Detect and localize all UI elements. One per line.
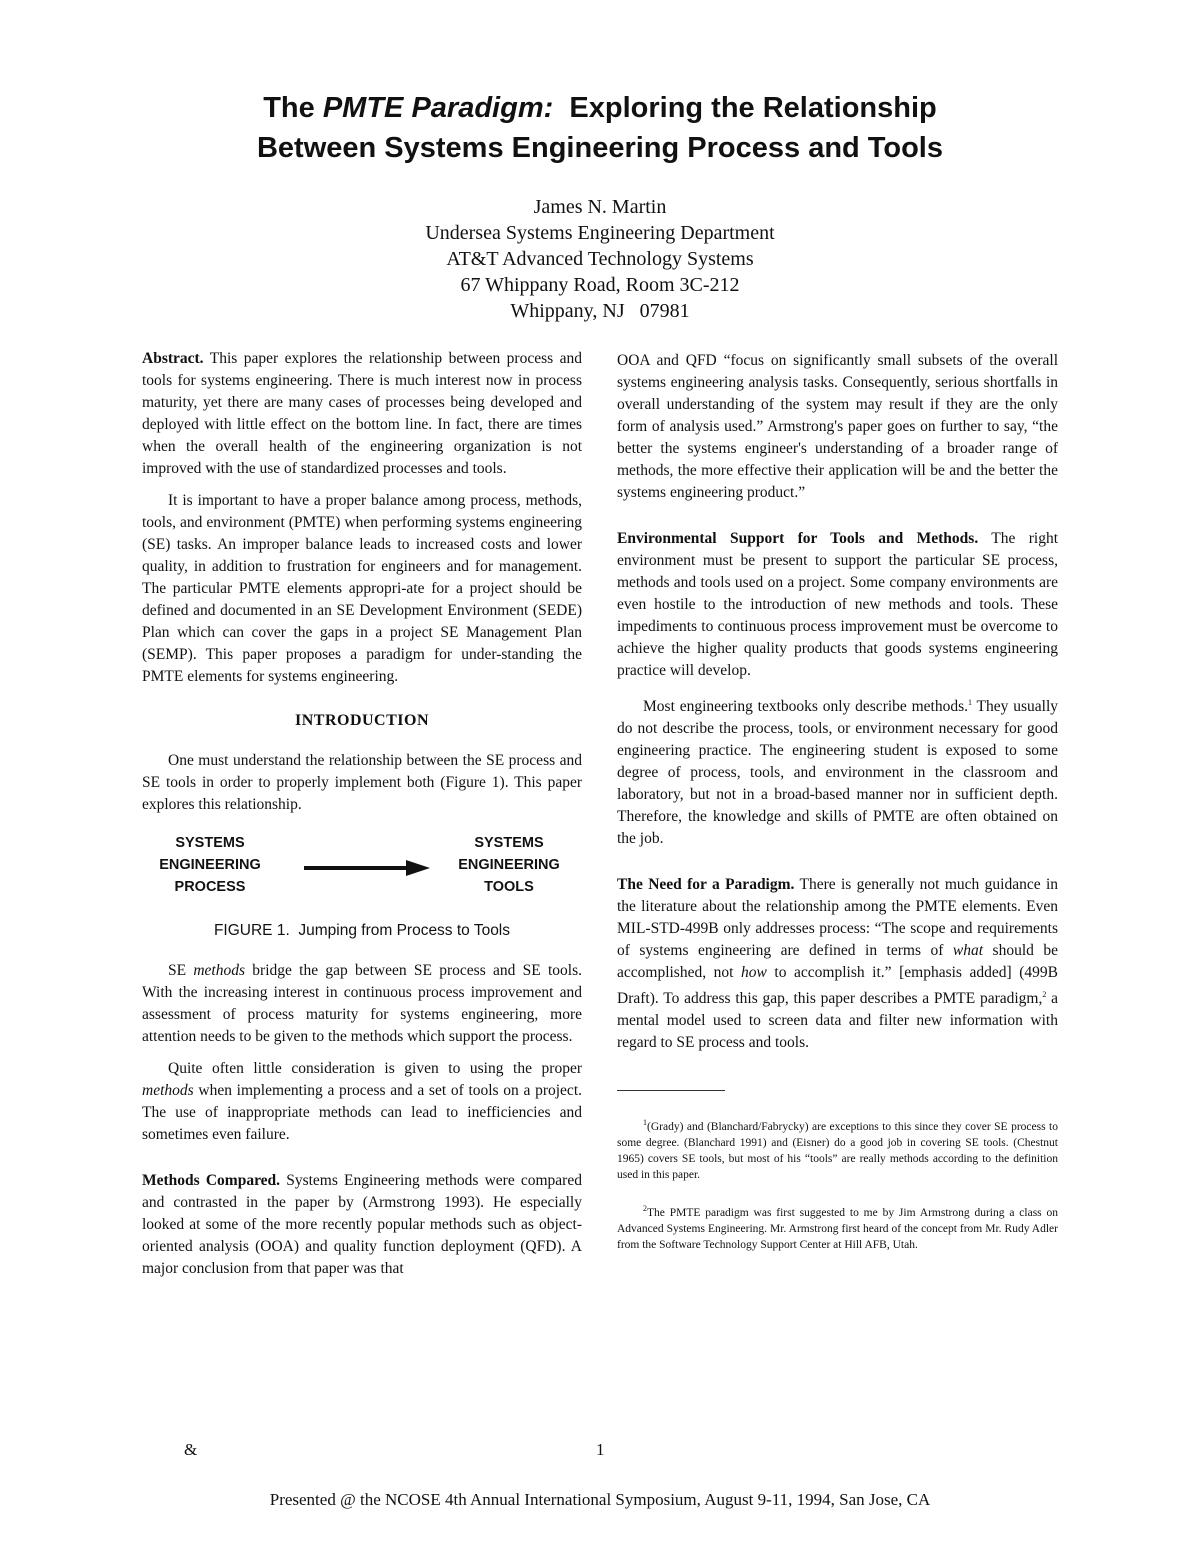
introduction-heading: INTRODUCTION	[294, 712, 429, 729]
abstract-label: Abstract.	[142, 350, 204, 367]
title-italic: PMTE Paradigm:	[322, 92, 554, 124]
author-name: James N. Martin	[533, 196, 667, 218]
footnote-ref-2: 2	[1042, 990, 1047, 1000]
continued-paragraph: OOA and QFD “focus on significantly small subsets of the overall systems engineering analysis tasks. Consequently, serious shortfalls in overall understanding of the system may result if they are the only form of analysis used.” Armstrong's paper goes on further to say, “the better the systems engineer's understanding of a broader range of methods, the more effective their application will be and the better the systems engineering product.”	[617, 352, 1058, 501]
author-address: 67 Whippany Road, Room 3C-212	[460, 274, 740, 296]
intro-paragraph: One must understand the relationship between the SE process and SE tools in order to properly implement both (Figure 1). This paper explores this relationship.	[142, 752, 582, 813]
page-number: 1	[596, 1440, 605, 1459]
figure-process-box: SYSTEMS ENGINEERING PROCESS	[159, 835, 261, 895]
presented-note: Presented @ the NCOSE 4th Annual International Symposium, August 9-11, 1994, San Jose, CA	[269, 1490, 931, 1509]
author-company: AT&T Advanced Technology Systems	[446, 248, 754, 270]
figure-tools-box: SYSTEMS ENGINEERING TOOLS	[458, 835, 560, 895]
need-paragraph: The Need for a Paradigm. There is generally not much guidance in the literature about the relationship among the PMTE elements. Even MIL-STD-499B only addresses process: “The scope and requirements of systems engineering are defined in terms of what should be accomplished, not how to accomplish it.” [emphasis added] (499B Draft). To address this gap, this paper describes a PMTE paradigm,$^2$ a mental model used to screen data and filter new information with regard to SE process and tools.	[617, 876, 1058, 1052]
figure-caption: FIGURE 1. Jumping from Process to Tools	[213, 922, 511, 939]
quite-often-paragraph: Quite often little consideration is given to using the proper methods when implementing a process and a set of tools on a project. The use of inappropriate methods can lead to inefficiencies and sometimes even failure.	[142, 1060, 582, 1143]
abstract-paragraph: Abstract. This paper explores the relationship between process and tools for systems engineering. There is much interest now in process maturity, yet there are many cases of processes being developed and deployed with little effect on the bottom line. In fact, there are times when the overall health of the engineering organization is not improved with the use of standardized processes and tools.	[142, 350, 582, 477]
title-line-2: Between Systems Engineering Process and Tools	[256, 132, 943, 164]
environment-paragraph: Environmental Support for Tools and Methods. The right environment must be present to support the particular SE process, methods and tools used on a project. Some company environments are even hostile to the introduction of new methods and tools. These impediments to continuous process improvement must be overcome to achieve the higher quality products that goods systems engineering practice will develop.	[617, 530, 1059, 679]
footnote-ref-1: 1	[968, 698, 973, 707]
footnote-divider	[617, 1090, 725, 1091]
methods-paragraph: SE methods bridge the gap between SE process and SE tools. With the increasing interest in continuous process improvement and assessment of process maturity for systems engineering, more attention needs to be given to the methods which support the process.	[142, 962, 582, 1045]
author-city: Whippany, NJ 07981	[510, 300, 690, 322]
author-block	[0, 194, 1200, 324]
figure-1	[142, 832, 582, 912]
footer-mark: &	[184, 1440, 198, 1459]
author-department: Undersea Systems Engineering Department	[425, 222, 775, 244]
need-label: The Need for a Paradigm.	[617, 876, 795, 894]
right-column	[617, 350, 1058, 1271]
title-line-1: The PMTE Paradigm: Exploring the Relationship	[263, 92, 937, 124]
arrow-right-icon	[302, 858, 432, 878]
footnote-1: $^1$(Grady) and (Blanchard/Fabrycky) are exceptions to this since they cover SE process to some degree. (Blanchard 1991) and (Eisner) do a good job in covering SE tools. (Chestnut 1965) covers SE tools, but most of his “tools” are really methods according to the definition used in this paper.	[617, 1118, 1058, 1182]
left-column	[142, 348, 582, 1290]
methods-compared-label: Methods Compared.	[142, 1172, 281, 1189]
abstract-paragraph-2: It is important to have a proper balance among process, methods, tools, and environment (PMTE) when performing systems engineering (SE) tasks. An improper balance leads to increased costs and lower quality, in addition to frustration for engineers and for management. The particular PMTE elements appropri-ate for a project should be defined and documented in an SE Development Environment (SEDE) Plan which can cover the gaps in a project SE Management Plan (SEMP). This paper proposes a paradigm for under-standing the PMTE elements for systems engineering.	[142, 492, 582, 685]
textbooks-paragraph: Most engineering textbooks only describe methods.$^1$ They usually do not describe the process, tools, or environment necessary for good engineering practice. The engineering student is exposed to some degree of process, tools, and environment in the classroom and laboratory, but not in a broad-based manner nor in sufficient depth. Therefore, the knowledge and skills of PMTE are often obtained on the job.	[617, 698, 1059, 848]
footnote-2: $^2$The PMTE paradigm was first suggested to me by Jim Armstrong during a class on Advanced Systems Engineering. Mr. Armstrong first heard of the concept from Mr. Rudy Adler from the Software Technology Support Center at Hill AFB, Utah.	[617, 1204, 1058, 1251]
methods-compared-paragraph: Methods Compared. Systems Engineering methods were compared and contrasted in the paper by (Armstrong 1993). He especially looked at some of the more recently popular methods such as object-oriented analysis (OOA) and quality function deployment (QFD). A major conclusion from that paper was that	[142, 1172, 582, 1277]
paper-title	[0, 88, 1200, 168]
environment-label: Environmental Support for Tools and Methods.	[617, 530, 979, 547]
